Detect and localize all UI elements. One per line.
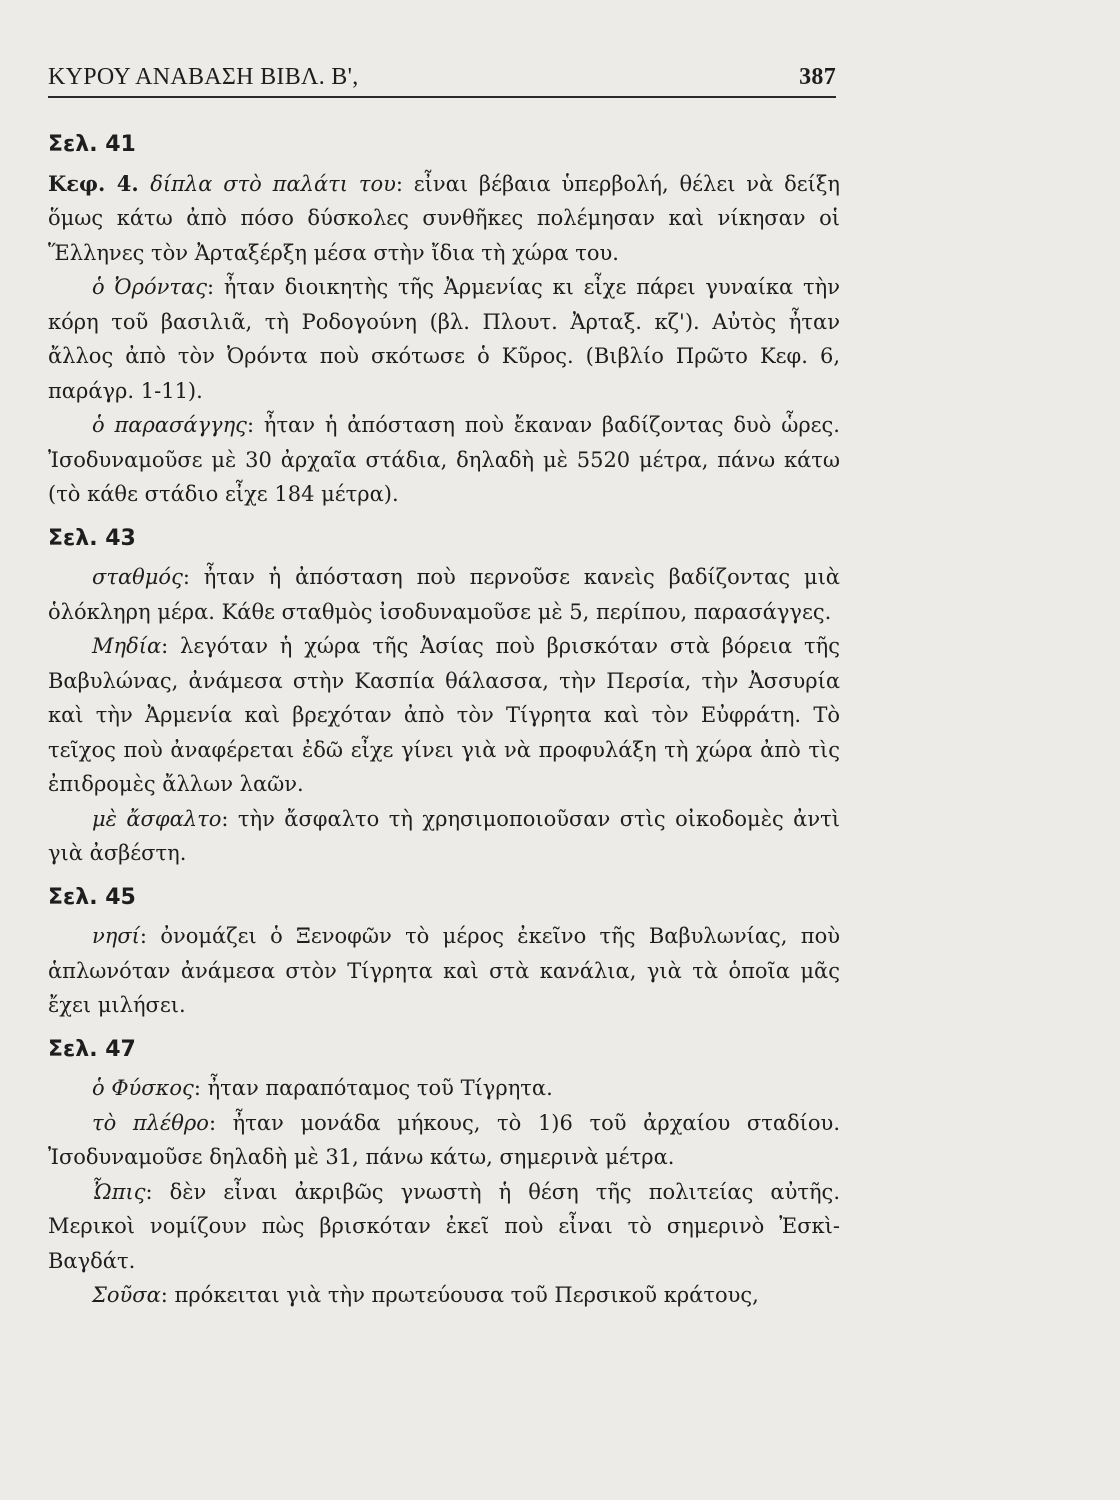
page-number: 387 [799, 64, 836, 90]
gloss-paragraph [48, 270, 840, 408]
gloss-text: : ἦταν παραπόταμος τοῦ Τίγρητα. [193, 1076, 553, 1100]
gloss-term: Μηδία [92, 634, 162, 658]
section-heading: Σελ. 45 [48, 884, 136, 910]
gloss-text: : λεγόταν ἡ χώρα τῆς Ἀσίας ποὺ βρισκόταν στὰ βόρεια τῆς Βαβυλώνας, ἀνάμεσα στὴν Κασπία θάλασσα, τὴν Περσία, τὴν Ἀσσυρία καὶ τὴν Ἀρμενία καὶ βρεχόταν ἀπὸ τὸν Τίγρητα καὶ τὸν Εὐφράτη. Τὸ τεῖχος ποὺ ἀναφέρεται ἐδῶ εἶχε γίνει γιὰ νὰ προφυλάξη τὴ χώρα ἀπὸ τὶς ἐπιδρομὲς ἄλλων λαῶν. [48, 634, 840, 796]
gloss-text: : ἦταν μονάδα μήκους, τὸ 1)6 τοῦ ἀρχαίου σταδίου. Ἰσοδυναμοῦσε δηλαδὴ μὲ 31, πάνω κάτω, σημερινὰ μέτρα. [48, 1110, 841, 1169]
gloss-term: ὁ Ὀρόντας [92, 275, 207, 299]
gloss-paragraph [48, 560, 840, 629]
gloss-term: Ὦπις [92, 1179, 146, 1204]
gloss-text: : εἶναι βέβαια ὑπερβολή, θέλει νὰ δείξη ὅμως κάτω ἀπὸ πόσο δύσκολες συνθῆκες πολέμησαν καὶ νίκησαν οἱ Ἕλληνες τὸν Ἀρταξέρξη μέσα στὴν ἴδια τὴ χώρα του. [48, 171, 840, 265]
gloss-paragraph [48, 919, 840, 1023]
gloss-paragraph [48, 1106, 840, 1175]
gloss-term: νησί [92, 924, 140, 948]
gloss-term: τὸ πλέθρο [92, 1110, 209, 1135]
header-rule [48, 96, 836, 98]
gloss-term: μὲ ἄσφαλτο [92, 806, 222, 831]
gloss-paragraph [48, 408, 840, 512]
section-heading: Σελ. 41 [48, 132, 136, 157]
gloss-term: ὁ Φύσκος [92, 1076, 194, 1100]
gloss-text: : ὀνομάζει ὁ Ξενοφῶν τὸ μέρος ἐκεῖνο τῆς Βαβυλωνίας, ποὺ ἁπλωνόταν ἀνάμεσα στὸν Τίγρητα καὶ στὰ κανάλια, γιὰ τὰ ὁποῖα μᾶς ἔχει μιλήσει. [48, 924, 840, 1017]
gloss-term: δίπλα στὸ παλάτι του [150, 171, 396, 196]
gloss-text: : τὴν ἄσφαλτο τὴ χρησιμοποιοῦσαν στὶς οἰκοδομὲς ἀντὶ γιὰ ἀσβέστη. [48, 806, 840, 865]
section-heading: Σελ. 47 [48, 1036, 136, 1062]
gloss-text: : δὲν εἶναι ἀκριβῶς γνωστὴ ἡ θέση τῆς πολιτείας αὐτῆς. Μερικοὶ νομίζουν πὼς βρισκόταν ἐκεῖ ποὺ εἶναι τὸ σημερινὸ Ἐσκὶ-Βαγδάτ. [48, 1179, 840, 1273]
running-header [48, 64, 836, 91]
gloss-paragraph [48, 167, 840, 271]
gloss-paragraph [48, 1278, 840, 1313]
gloss-term: σταθμός [92, 565, 183, 589]
gloss-text: : ἦταν ἡ ἀπόσταση ποὺ ἔκαναν βαδίζοντας δυὸ ὧρες. Ἰσοδυναμοῦσε μὲ 30 ἀρχαῖα στάδια, δηλαδὴ μὲ 5520 μέτρα, πάνω κάτω (τὸ κάθε στάδιο εἶχε 184 μέτρα). [48, 413, 840, 506]
running-title: ΚΥΡΟΥ ΑΝΑΒΑΣΗ ΒΙΒΛ. Β', [48, 64, 359, 90]
page-body [48, 128, 840, 1313]
gloss-text: : ἦταν ἡ ἀπόσταση ποὺ περνοῦσε κανεὶς βαδίζοντας μιὰ ὁλόκληρη μέρα. Κάθε σταθμὸς ἰσοδυναμοῦσε μὲ 5, περίπου, παρασάγγες. [48, 565, 840, 624]
gloss-paragraph [48, 629, 840, 802]
gloss-paragraph [48, 802, 840, 871]
gloss-term: ὁ παρασάγγης [92, 413, 247, 437]
section-heading: Σελ. 43 [48, 525, 136, 551]
gloss-text: : ἦταν διοικητὴς τῆς Ἀρμενίας κι εἶχε πάρει γυναίκα τὴν κόρη τοῦ βασιλιᾶ, τὴ Ροδογούνη (βλ. Πλουτ. Ἀρταξ. κζ'). Αὐτὸς ἦταν ἄλλος ἀπὸ τὸν Ὀρόντα ποὺ σκότωσε ὁ Κῦρος. (Βιβλίο Πρῶτο Κεφ. 6, παράγρ. 1-11). [48, 275, 840, 403]
gloss-paragraph [48, 1071, 840, 1106]
gloss-term: Σοῦσα [92, 1283, 161, 1307]
gloss-paragraph [48, 1175, 840, 1279]
chapter-ref: Κεφ. 4. [48, 170, 151, 196]
gloss-text: : πρόκειται γιὰ τὴν πρωτεύουσα τοῦ Περσικοῦ κράτους, [160, 1283, 759, 1307]
